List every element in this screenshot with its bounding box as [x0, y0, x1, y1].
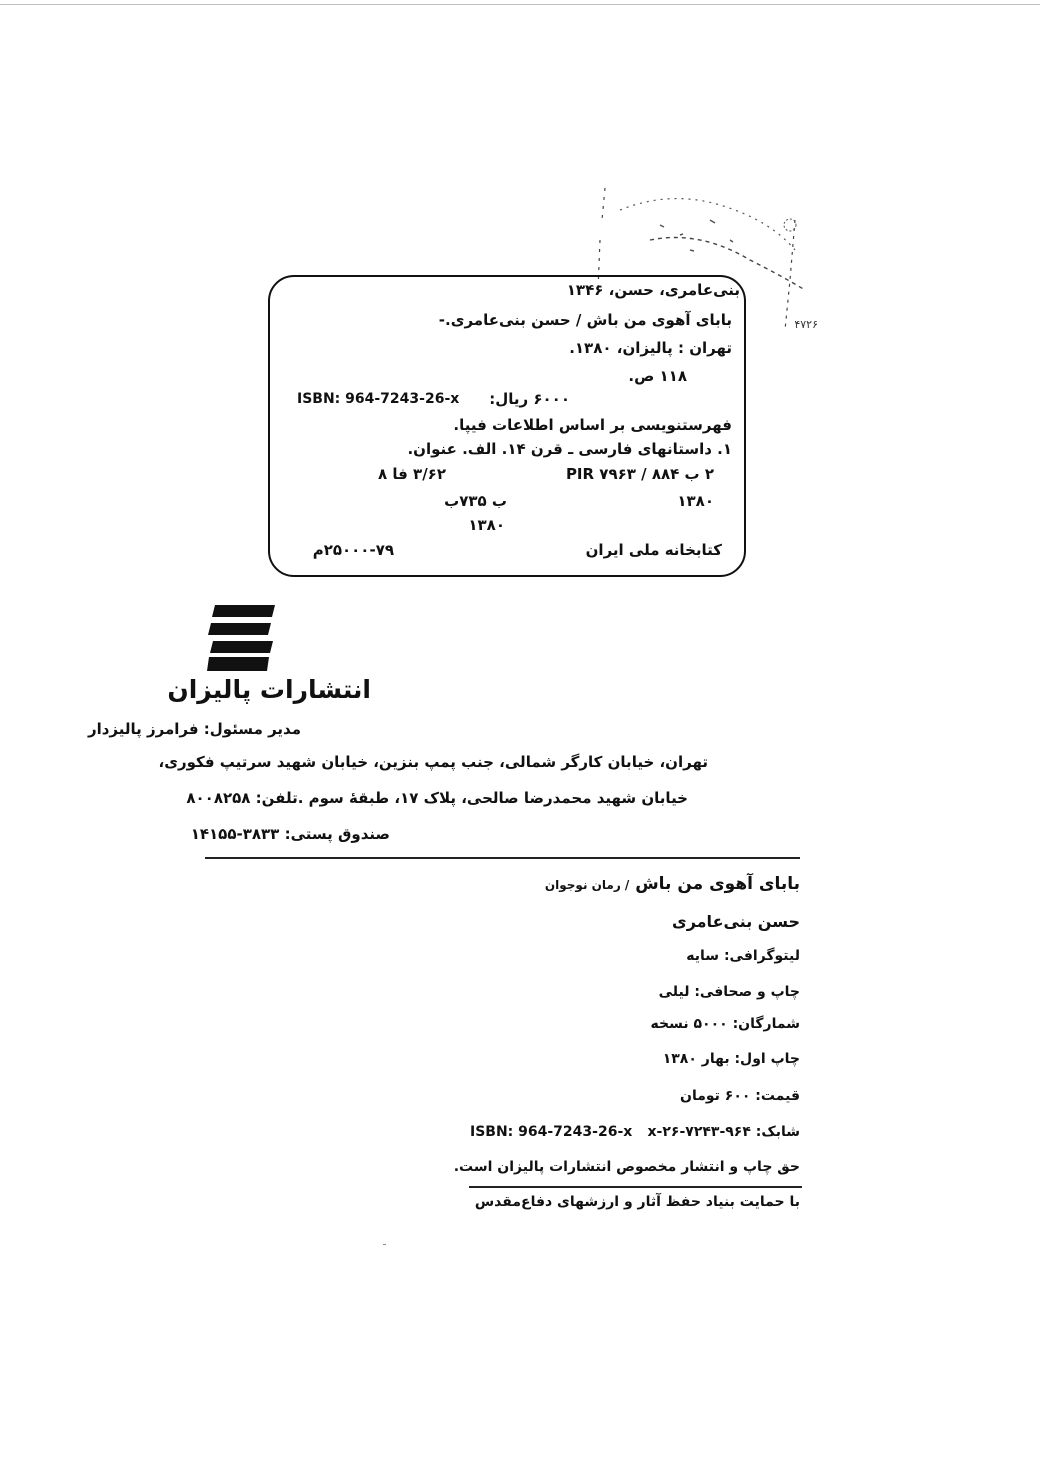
- card-record-number: ۲۵۰۰۰-۷۹م: [312, 541, 394, 559]
- card-title-statement: بابای آهوی من باش / حسن بنی‌عامری.-: [438, 311, 732, 329]
- publisher-manager: مدیر مسئول: فرامرز پالیزدار: [87, 720, 301, 738]
- card-isbn: ISBN: 964-7243-26-x: [297, 391, 460, 407]
- card-author: بنی‌عامری، حسن، ۱۳۴۶: [566, 281, 740, 299]
- card-publication: تهران : پالیزان، ۱۳۸۰.: [569, 339, 732, 357]
- colophon-isbn-en: ISBN: 964-7243-26-x: [470, 1124, 633, 1140]
- card-library: کتابخانه ملی ایران: [585, 541, 722, 559]
- colophon-isbn-fa: شابک: x-۲۶-۷۲۴۳-۹۶۴: [647, 1124, 800, 1140]
- colophon-author: حسن بنی‌عامری: [672, 912, 800, 931]
- stamp-serial: ۴۷۲۶: [794, 318, 818, 331]
- card-price: ۶۰۰۰ ریال:: [489, 390, 570, 408]
- colophon-edition: چاپ اول: بهار ۱۳۸۰: [662, 1051, 800, 1067]
- colophon-genre: / رمان نوجوان: [544, 878, 630, 892]
- card-subjects: ۱. داستانهای فارسی ـ قرن ۱۴. الف. عنوان.: [407, 440, 732, 458]
- card-year-b: ۱۳۸۰: [468, 516, 505, 534]
- publisher-logo: [205, 603, 277, 673]
- colophon-printing: چاپ و صحافی: لیلی: [658, 984, 800, 1000]
- publisher-address-line1: تهران، خیابان کارگر شمالی، جنب پمپ بنزین، خیابان شهید سرتیپ فکوری،: [158, 753, 708, 771]
- card-year-a: ۱۳۸۰: [677, 492, 714, 510]
- card-cataloging-note: فهرستنویسی بر اساس اطلاعات فیپا.: [453, 416, 732, 434]
- colophon-price: قیمت: ۶۰۰ تومان: [680, 1088, 800, 1104]
- scan-speck: [383, 1244, 386, 1245]
- colophon-lithography: لیتوگرافی: سایه: [686, 948, 800, 964]
- section-divider: [205, 857, 800, 859]
- top-scan-line: [0, 4, 1040, 5]
- colophon-title-text: بابای آهوی من باش: [635, 874, 800, 894]
- colophon-title: [545, 874, 800, 894]
- colophon-circulation: شمارگان: ۵۰۰۰ نسخه: [650, 1016, 800, 1032]
- publisher-name: انتشارات پالیزان: [167, 675, 371, 704]
- colophon-copyright: حق چاپ و انتشار مخصوص انتشارات پالیزان است.: [453, 1159, 800, 1175]
- publisher-address-line2: خیابان شهید محمدرضا صالحی، پلاک ۱۷، طبقهٔ سوم .تلفن: ۸۰۰۸۲۵۸: [186, 789, 688, 807]
- card-class-b: ۳/۶۲ فا ۸: [377, 465, 446, 483]
- colophon-divider: [469, 1186, 802, 1188]
- colophon-sponsor: با حمایت بنیاد حفظ آثار و ارزشهای دفاع‌مقدس: [474, 1194, 800, 1210]
- card-pages: ۱۱۸ ص.: [628, 367, 687, 385]
- card-class-a: ۲ ب ۸۸۴ / PIR ۷۹۶۳: [565, 465, 714, 483]
- publisher-po-box: صندوق پستی: ۳۸۳۳-۱۴۱۵۵: [190, 825, 390, 843]
- card-class-c: ب ۷۳۵ب: [444, 492, 507, 510]
